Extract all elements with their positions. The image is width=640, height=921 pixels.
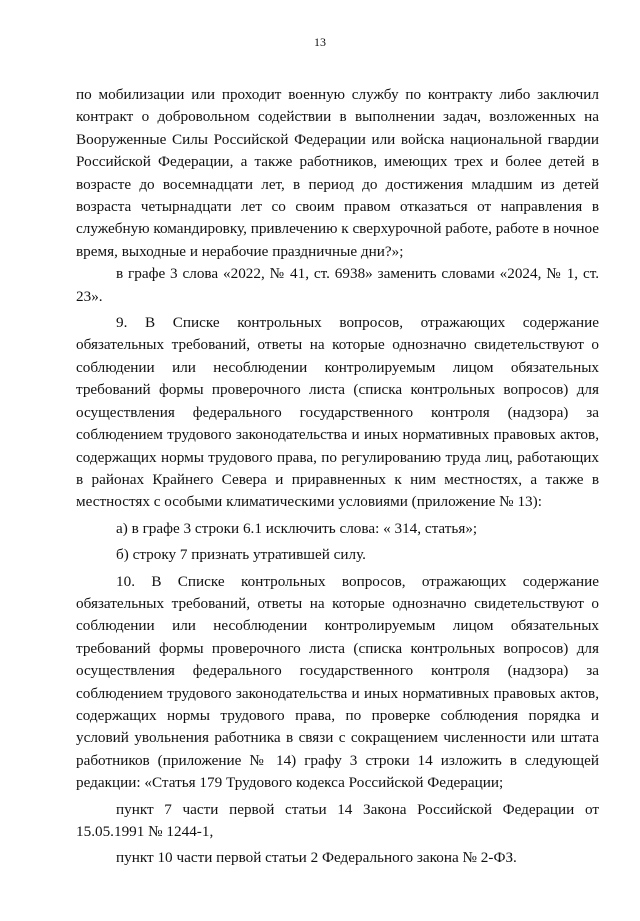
- page-number: 13: [314, 35, 326, 49]
- paragraph-subitem-a: а) в графе 3 строки 6.1 исключить слова: « 314, статья»;: [116, 519, 478, 537]
- paragraph-column-3-replacement: в графе 3 слова «2022, № 41, ст. 6938» заменить словами «2024, № 1, ст. 23».: [76, 265, 599, 305]
- document-body: [76, 84, 599, 870]
- paragraph-point-10: пункт 10 части первой статьи 2 Федерального закона № 2-ФЗ.: [116, 849, 517, 867]
- paragraph-continuation: по мобилизации или проходит военную службу по контракту либо заключил контракт о добровольном содействии в выполнении задач, возложенных на Вооруженные Силы Российской Федерации или войска национальной гвардии Российской Федерации, а также работников, имеющих трех и более детей в возрасте до восемнадцати лет, в период до достижения младшим из детей возраста четырнадцати лет со своим правом отказаться от направления в служебную командировку, привлечению к сверхурочной работе, работе в ночное время, выходные и нерабочие праздничные дни?»;: [76, 86, 599, 260]
- paragraph-point-7: пункт 7 части первой статьи 14 Закона Российской Федерации от 15.05.1991 № 1244-1,: [76, 800, 599, 840]
- paragraph-item-10: 10. В Списке контрольных вопросов, отражающих содержание обязательных требований, ответы на которые однозначно свидетельствуют о соблюдении или несоблюдении контролируемым лицом обязательных требований формы проверочного листа (списка контрольных вопросов) для осуществления федерального государственного контроля (надзора) за соблюдением трудового законодательства и иных нормативных правовых актов, содержащих нормы трудового права, по проверке соблюдения порядка и условий увольнения работника в связи с сокращением численности или штата работников (приложение № 14) графу 3 строки 14 изложить в следующей редакции: «Статья 179 Трудового кодекса Российской Федерации;: [76, 572, 599, 792]
- paragraph-item-9: 9. В Списке контрольных вопросов, отражающих содержание обязательных требований, ответы на которые однозначно свидетельствуют о соблюдении или несоблюдении контролируемым лицом обязательных требований формы проверочного листа (списка контрольных вопросов) для осуществления федерального государственного контроля (надзора) за соблюдением трудового законодательства и иных нормативных правовых актов, содержащих нормы трудового права, по регулированию труда лиц, работающих в районах Крайнего Севера и приравненных к ним местностях, а также в местностях с особыми климатическими условиями (приложение № 13):: [76, 314, 599, 511]
- paragraph-subitem-b: б) строку 7 признать утратившей силу.: [116, 546, 366, 564]
